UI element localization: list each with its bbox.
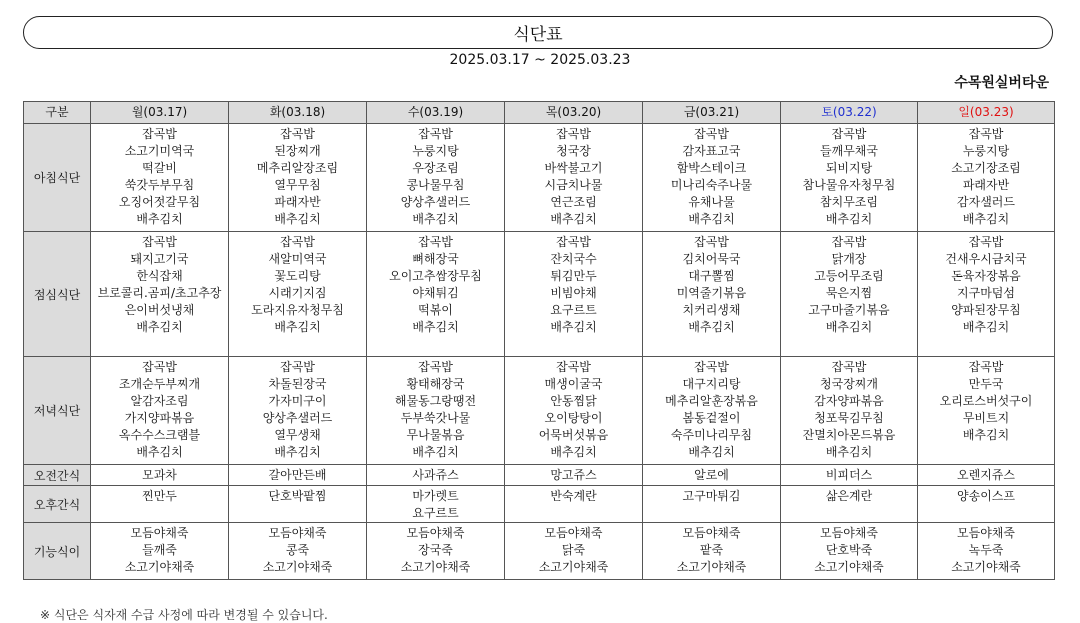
dish-item: 소고기야채죽 (400, 560, 471, 574)
dish-item: 안동찜닭 (550, 394, 597, 408)
dish-item: 소고기야채죽 (538, 560, 609, 574)
page-title: 식단표 (513, 25, 563, 45)
dish-item: 오리로스버섯구이 (939, 394, 1033, 408)
menu-cell (505, 124, 643, 232)
dish-item: 단호박팥찜 (268, 489, 327, 503)
dish-item: 청국장 (556, 144, 591, 158)
dish-item: 고등어무조림 (814, 269, 884, 283)
day-header-0: 월(03.17) (91, 102, 229, 124)
dish-item: 배추김치 (136, 320, 183, 334)
dish-item: 비빔야채 (550, 286, 597, 300)
dish-item: 팥죽 (699, 543, 724, 557)
dish-item: 배추김치 (412, 212, 459, 226)
menu-cell (91, 124, 229, 232)
dish-item: 알감자조림 (130, 394, 189, 408)
dish-item: 모듬야채죽 (682, 526, 741, 540)
dish-item: 미역줄기볶음 (676, 286, 747, 300)
dish-item: 은이버섯냉채 (124, 303, 195, 317)
dish-item: 연근조림 (550, 195, 597, 209)
dish-item: 잡곡밥 (142, 127, 177, 141)
meal-row-am-snack (24, 465, 1055, 486)
dish-item: 누룽지탕 (412, 144, 459, 158)
dish-item: 망고쥬스 (550, 468, 597, 482)
day-header-2: 수(03.19) (367, 102, 505, 124)
meal-row-lunch (24, 232, 1055, 357)
dish-item: 소고기야채죽 (124, 560, 195, 574)
menu-cell (643, 486, 781, 523)
dish-item: 잔멸치아몬드볶음 (802, 428, 896, 442)
dish-item: 배추김치 (550, 320, 597, 334)
dish-item: 배추김치 (550, 212, 597, 226)
dish-item: 매생이굴국 (544, 377, 603, 391)
dish-item: 브로콜리.곰피/초고추장 (97, 286, 222, 300)
menu-cell (781, 124, 918, 232)
day-header-3: 목(03.20) (505, 102, 643, 124)
dish-item: 잡곡밥 (280, 360, 315, 374)
dish-item: 양파된장무침 (951, 303, 1021, 317)
menu-cell (505, 465, 643, 486)
dish-item: 양상추샐러드 (400, 195, 471, 209)
dish-item: 메추리알장조림 (256, 161, 339, 175)
dish-item: 삶은계란 (825, 489, 873, 503)
dish-item: 고구마튀김 (682, 489, 741, 503)
dish-item: 잡곡밥 (694, 360, 729, 374)
dish-item: 배추김치 (962, 428, 1010, 442)
menu-cell (643, 523, 781, 580)
menu-cell (229, 486, 367, 523)
day-header-6: 일(03.23) (918, 102, 1055, 124)
dish-item: 반숙계란 (550, 489, 597, 503)
dish-item: 무비트지 (962, 411, 1010, 425)
dish-item: 파래자반 (274, 195, 321, 209)
dish-item: 배추김치 (825, 445, 873, 459)
dish-item: 장국죽 (418, 543, 453, 557)
dish-item: 조개순두부찌개 (118, 377, 201, 391)
menu-cell (918, 523, 1055, 580)
dish-item: 건새우시금치국 (945, 252, 1027, 266)
menu-cell (91, 486, 229, 523)
dish-item: 유채나물 (688, 195, 735, 209)
dish-item: 배추김치 (962, 320, 1010, 334)
dish-item: 새알미역국 (268, 252, 327, 266)
dish-item: 해물동그랑땡전 (394, 394, 477, 408)
dish-item: 닭개장 (831, 252, 867, 266)
dish-item: 단호박죽 (825, 543, 873, 557)
dish-item: 돈육자장볶음 (951, 269, 1021, 283)
menu-cell (505, 357, 643, 465)
dish-item: 오이탕탕이 (544, 411, 603, 425)
dish-item: 잡곡밥 (694, 127, 729, 141)
menu-cell (643, 232, 781, 357)
dish-item: 잡곡밥 (831, 360, 867, 374)
dish-item: 김치어묵국 (682, 252, 741, 266)
meal-label: 점심식단 (24, 232, 91, 357)
dish-item: 감자샐러드 (957, 195, 1015, 209)
dish-item: 배추김치 (274, 320, 321, 334)
dish-item: 꽃도리탕 (274, 269, 321, 283)
menu-cell (781, 486, 918, 523)
dish-item: 잡곡밥 (968, 127, 1004, 141)
dish-item: 모과차 (142, 468, 177, 482)
dish-item: 미나리숙주나물 (670, 178, 753, 192)
meal-row-dinner (24, 357, 1055, 465)
dish-item: 배추김치 (274, 212, 321, 226)
menu-cell (91, 465, 229, 486)
menu-cell (643, 357, 781, 465)
dish-item: 잡곡밥 (280, 235, 315, 249)
dish-item: 비피더스 (825, 468, 873, 482)
dish-item: 잡곡밥 (418, 360, 453, 374)
menu-cell (229, 124, 367, 232)
dish-item: 소고기미역국 (124, 144, 195, 158)
menu-cell (367, 465, 505, 486)
dish-item: 열무생채 (274, 428, 321, 442)
dish-item: 소고기야채죽 (262, 560, 333, 574)
corner-header: 구분 (24, 102, 91, 124)
dish-item: 잡곡밥 (694, 235, 729, 249)
menu-cell (367, 124, 505, 232)
date-range: 2025.03.17 ~ 2025.03.23 (449, 52, 631, 68)
dish-item: 누룽지탕 (962, 144, 1010, 158)
dish-item: 찐만두 (142, 489, 177, 503)
dish-item: 가자미구이 (268, 394, 327, 408)
dish-item: 되비지탕 (825, 161, 873, 175)
dish-item: 배추김치 (412, 320, 459, 334)
dish-item: 오징어젓갈무침 (118, 195, 201, 209)
dish-item: 들깨죽 (142, 543, 177, 557)
dish-item: 대구지리탕 (682, 377, 741, 391)
dish-item: 지구마덤섬 (957, 286, 1015, 300)
dish-item: 오이고추쌈장무침 (389, 269, 482, 283)
dish-item: 배추김치 (136, 445, 183, 459)
dish-item: 모듬야채죽 (544, 526, 603, 540)
menu-cell (643, 465, 781, 486)
menu-cell (643, 124, 781, 232)
dish-item: 떡볶이 (418, 303, 453, 317)
dish-item: 대구뽈찜 (688, 269, 735, 283)
dish-item: 잡곡밥 (968, 360, 1004, 374)
dish-item: 배추김치 (688, 445, 735, 459)
day-header-4: 금(03.21) (643, 102, 781, 124)
dish-item: 요구르트 (550, 303, 597, 317)
meal-row-pm-snack (24, 486, 1055, 523)
dish-item: 소고기야채죽 (951, 560, 1021, 574)
dish-item: 감자표고국 (682, 144, 741, 158)
dish-item: 참나물유자청무침 (802, 178, 896, 192)
dish-item: 배추김치 (962, 212, 1010, 226)
dish-item: 잡곡밥 (831, 235, 867, 249)
dish-item: 배추김치 (274, 445, 321, 459)
dish-item: 숙주미나리무침 (670, 428, 753, 442)
dish-item: 도라지유자청무침 (251, 303, 344, 317)
menu-cell (229, 523, 367, 580)
menu-cell (367, 357, 505, 465)
dish-item: 갈아만든배 (268, 468, 327, 482)
menu-cell (367, 232, 505, 357)
dish-item: 사과쥬스 (412, 468, 459, 482)
menu-table (23, 101, 1055, 580)
dish-item: 잡곡밥 (418, 127, 453, 141)
dish-item: 배추김치 (688, 212, 735, 226)
menu-cell (781, 465, 918, 486)
title-box (23, 16, 1053, 49)
dish-item: 시금치나물 (544, 178, 603, 192)
dish-item: 잡곡밥 (418, 235, 453, 249)
dish-item: 어묵버섯볶음 (538, 428, 609, 442)
dish-item: 모듬야채죽 (130, 526, 189, 540)
dish-item: 묵은지찜 (825, 286, 873, 300)
dish-item: 잡곡밥 (831, 127, 867, 141)
menu-cell (229, 357, 367, 465)
dish-item: 잡곡밥 (142, 360, 177, 374)
dish-item: 녹두죽 (968, 543, 1004, 557)
menu-cell (367, 523, 505, 580)
menu-cell (918, 465, 1055, 486)
menu-cell (91, 232, 229, 357)
dish-item: 만두국 (968, 377, 1004, 391)
dish-item: 차돌된장국 (268, 377, 327, 391)
menu-cell (918, 486, 1055, 523)
dish-item: 시래기지짐 (268, 286, 327, 300)
meal-label: 오후간식 (24, 486, 91, 523)
dish-item: 닭죽 (561, 543, 586, 557)
footnote: ※ 식단은 식자재 수급 사정에 따라 변경될 수 있습니다. (40, 608, 328, 622)
header-row (24, 102, 1055, 124)
dish-item: 고구마줄기볶음 (808, 303, 890, 317)
dish-item: 옥수수스크램블 (118, 428, 201, 442)
dish-item: 두부쑥갓나물 (400, 411, 471, 425)
dish-item: 잔치국수 (550, 252, 597, 266)
dish-item: 양상추샐러드 (262, 411, 333, 425)
dish-item: 모듬야채죽 (268, 526, 327, 540)
dish-item: 요구르트 (412, 506, 459, 520)
menu-cell (91, 357, 229, 465)
menu-cell (229, 465, 367, 486)
dish-item: 양송이스프 (957, 489, 1015, 503)
menu-cell (367, 486, 505, 523)
dish-item: 튀김만두 (550, 269, 597, 283)
dish-item: 참치무조림 (820, 195, 878, 209)
menu-cell (781, 523, 918, 580)
dish-item: 무나물볶음 (406, 428, 465, 442)
dish-item: 야채튀김 (412, 286, 459, 300)
dish-item: 배추김치 (825, 212, 873, 226)
dish-item: 봄동겉절이 (682, 411, 741, 425)
dish-item: 우장조림 (412, 161, 459, 175)
dish-item: 잡곡밥 (556, 235, 591, 249)
dish-item: 한식잡채 (136, 269, 183, 283)
dish-item: 잡곡밥 (556, 360, 591, 374)
menu-cell (91, 523, 229, 580)
meal-label: 기능식이 (24, 523, 91, 580)
dish-item: 치커리생채 (682, 303, 741, 317)
dish-item: 모듬야채죽 (406, 526, 465, 540)
dish-item: 메추리알훈장볶음 (665, 394, 758, 408)
dish-item: 청국장찌개 (820, 377, 878, 391)
organization-name: 수목원실버타운 (954, 75, 1049, 91)
dish-item: 함박스테이크 (676, 161, 747, 175)
dish-item: 소고기야채죽 (676, 560, 747, 574)
meal-label: 오전간식 (24, 465, 91, 486)
dish-item: 소고기야채죽 (814, 560, 884, 574)
dish-item: 배추김치 (412, 445, 459, 459)
dish-item: 황태해장국 (406, 377, 465, 391)
dish-item: 모듬야채죽 (957, 526, 1015, 540)
dish-item: 청포묵김무침 (814, 411, 884, 425)
dish-item: 콩나물무침 (406, 178, 465, 192)
dish-item: 잡곡밥 (280, 127, 315, 141)
dish-item: 열무무침 (274, 178, 321, 192)
dish-item: 잡곡밥 (142, 235, 177, 249)
menu-cell (505, 486, 643, 523)
menu-cell (505, 232, 643, 357)
menu-cell (781, 232, 918, 357)
dish-item: 뼈해장국 (412, 252, 459, 266)
dish-item: 떡갈비 (142, 161, 177, 175)
dish-item: 콩죽 (285, 543, 310, 557)
dish-item: 배추김치 (688, 320, 735, 334)
dish-item: 오렌지쥬스 (957, 468, 1015, 482)
dish-item: 바싹불고기 (544, 161, 603, 175)
dish-item: 돼지고기국 (130, 252, 189, 266)
meal-row-functional (24, 523, 1055, 580)
meal-row-breakfast (24, 124, 1055, 232)
menu-cell (918, 124, 1055, 232)
dish-item: 쑥갓두부무침 (124, 178, 195, 192)
dish-item: 배추김치 (136, 212, 183, 226)
menu-cell (505, 523, 643, 580)
day-header-1: 화(03.18) (229, 102, 367, 124)
dish-item: 마가렛트 (412, 489, 459, 503)
dish-item: 가지양파볶음 (124, 411, 195, 425)
meal-label: 아침식단 (24, 124, 91, 232)
dish-item: 된장찌개 (274, 144, 321, 158)
meal-label: 저녁식단 (24, 357, 91, 465)
dish-item: 들깨무채국 (820, 144, 878, 158)
dish-item: 잡곡밥 (556, 127, 591, 141)
dish-item: 배추김치 (825, 320, 873, 334)
dish-item: 배추김치 (550, 445, 597, 459)
dish-item: 모듬야채죽 (820, 526, 878, 540)
menu-cell (781, 357, 918, 465)
menu-cell (918, 232, 1055, 357)
dish-item: 알로에 (694, 468, 729, 482)
dish-item: 잡곡밥 (968, 235, 1004, 249)
dish-item: 소고기장조림 (951, 161, 1021, 175)
menu-cell (918, 357, 1055, 465)
dish-item: 파래자반 (962, 178, 1010, 192)
day-header-5: 토(03.22) (781, 102, 918, 124)
menu-cell (229, 232, 367, 357)
dish-item: 감자양파볶음 (814, 394, 884, 408)
